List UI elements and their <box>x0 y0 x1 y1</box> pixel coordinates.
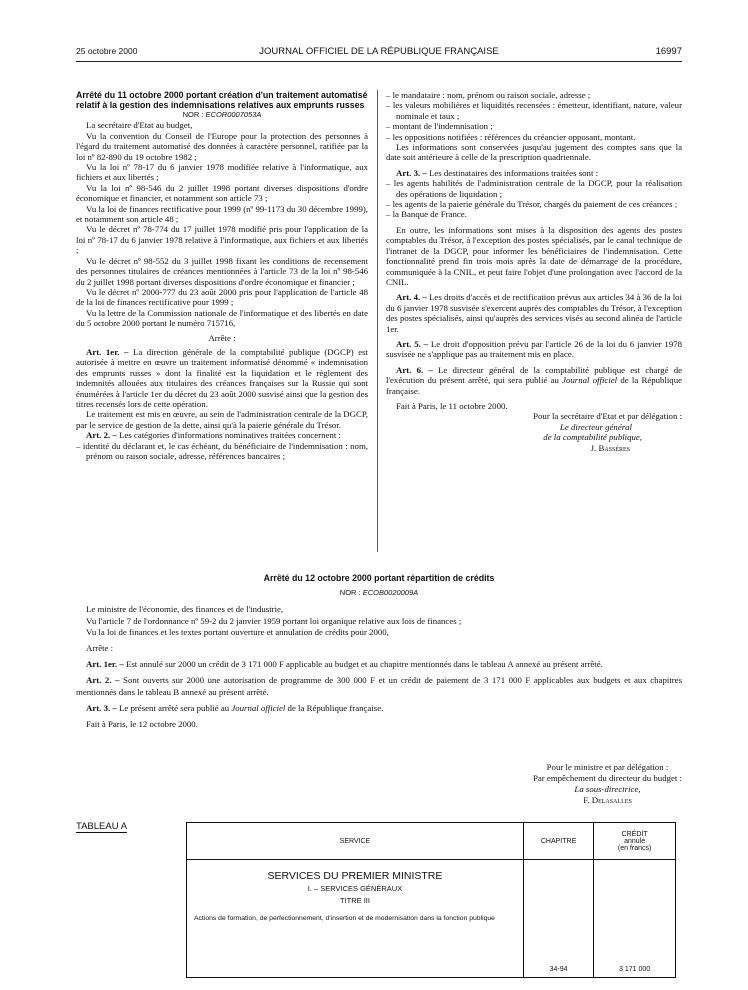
list-item: – la Banque de France. <box>386 209 682 219</box>
article-2 <box>76 675 682 697</box>
journal-ref: Journal officiel <box>231 702 286 713</box>
article-text: de la République française. <box>287 702 384 713</box>
article-text: Le présent arrêté sera publié au <box>118 702 230 713</box>
nor-code: ECOR0007053A <box>205 110 262 119</box>
header-credit <box>594 823 676 860</box>
paragraph: Vu la loi nº 98-546 du 2 juillet 1998 portant diverses dispositions d'ordre économique et financier, et notamment son article 73 ; <box>76 182 368 204</box>
article-label: Art. 3. – <box>86 702 117 713</box>
signatory-name: F. Delasalles <box>583 795 632 805</box>
signature-line: Par empêchement du directeur du budget : <box>532 773 682 783</box>
paragraph: La secrétaire d'Etat au budget, <box>86 120 193 131</box>
article-text: Le droit d'opposition prévu par l'article 26 de la loi du 6 janvier 1978 susvisée ne s'applique pas au traitement mis en place. <box>386 338 683 360</box>
article-1 <box>76 347 368 409</box>
done-date: Fait à Paris, le 12 octobre 2000. <box>86 719 198 730</box>
header-service: SERVICE <box>187 823 524 860</box>
article-text: Les destinataires des informations traitées sont : <box>428 167 599 178</box>
article-text: de la République française. <box>386 375 683 396</box>
article-text: Le directeur général de la comptabilité publique est chargé de l'exécution du présent arrêté, qui sera publié au <box>386 364 682 386</box>
art3-extra: En outre, les informations sont mises à la disposition des agents des postes comptables du Trésor, à l'exception des postes spécialisés, par le canal technique de l'intranet de la DGCP, pour informer les bénéficiaires de l'indemnisation. Cette fonctionnalité prend fin trois mois après la date de démarrage de la procédure, communiquée à la CNIL, et peut faire l'objet d'une prolongation avec l'accord de la CNIL. <box>386 224 682 287</box>
decree1-left-column <box>76 90 368 461</box>
art2-list-left <box>76 441 368 462</box>
article-label: Art. 1er. – <box>86 346 129 357</box>
credit-header-line: CRÉDIT <box>621 830 648 838</box>
arrete-heading: Arrête : <box>208 332 236 343</box>
article-3 <box>386 168 682 178</box>
credit-header-line: (en francs) <box>617 844 652 852</box>
credit-header-line: annulé <box>624 837 646 845</box>
paragraph: Vu la lettre de la Commission nationale de l'informatique et des libertés en date du 5 octobre 2000 portant le numéro 715716, <box>76 307 368 329</box>
signature-line: La sous-directrice, <box>574 784 641 794</box>
article-6 <box>386 365 682 396</box>
row-description: Actions de formation, de perfectionnement, d'insertion et de modernisation dans la fonction publique <box>194 915 495 922</box>
article-text: Les droits d'accès et de rectification prévus aux articles 34 à 36 de la loi du 6 janvier 1978 susvisée s'exercent auprès des comptables du Trésor, à l'exception des postes spécialisés, ainsi qu'auprès des services visés au second alinéa de l'article 1er. <box>386 292 683 334</box>
paragraph: Vu le décret nº 2000-777 du 23 août 2000 pris pour l'application de l'article 48 de la loi de finances rectificative pour 1999 ; <box>76 286 368 308</box>
decree1-nor <box>76 110 368 120</box>
journal-ref: Journal officiel <box>562 375 618 386</box>
service-cell <box>187 860 524 978</box>
art2-list-right <box>386 90 682 142</box>
chapitre-value: 34-94 <box>523 860 593 978</box>
list-item: – montant de l'indemnisation ; <box>386 121 682 131</box>
list-item: – les agents de la paierie générale du Trésor, chargés du paiement de ces créances ; <box>386 199 682 209</box>
article-2 <box>76 430 368 440</box>
header-chapitre: CHAPITRE <box>523 823 593 860</box>
signature-line: de la comptabilité publique, <box>543 432 642 443</box>
article-label: Art. 6. – <box>396 364 433 375</box>
page-number: 16997 <box>655 46 682 57</box>
journal-title: JOURNAL OFFICIEL DE LA RÉPUBLIQUE FRANÇAISE <box>259 46 499 57</box>
nor-label: NOR : <box>339 588 361 598</box>
article-3 <box>76 703 682 714</box>
article-text: La direction générale de la comptabilité publique (DGCP) est autorisée à mettre en œuvre un traitement informatisé dénommé « indemnisation des emprunts russes » dont la finalité est la liquidation et le règlement des indemnités allouées aux titulaires des créances françaises sur la Russie qui sont énumérées à l'article 1er du décret du 23 août 2000 susvisé ainsi que la gestion des titres recensés lors de cette opération. <box>76 346 368 409</box>
decree2-title: Arrêté du 12 octobre 2000 portant répartition de crédits <box>263 573 495 583</box>
list-item: – les agents habilités de l'administration centrale de la DGCP, pour la réalisation des opérations de liquidation ; <box>386 178 682 199</box>
paragraph: Le ministre de l'économie, des finances et de l'industrie, <box>86 604 284 615</box>
nor-label: NOR : <box>182 110 204 119</box>
issue-date: 25 octobre 2000 <box>76 46 138 56</box>
decree2 <box>76 573 682 730</box>
decree2-signature <box>533 762 682 806</box>
paragraph: Vu le décret nº 98-552 du 3 juillet 1998 fixant les conditions de recensement des personnes titulaires de créances mentionnées à l'article 73 de la loi nº 98-546 du 2 juillet 1998 portant diverses dispositions d'ordre économique et financier ; <box>76 255 368 287</box>
page-header <box>76 46 682 60</box>
nor-code: ECOB0020009A <box>362 588 419 598</box>
paragraph: Vu la loi de finances et les textes portant ouverture et annulation de crédits pour 2000, <box>86 626 389 637</box>
decree1-title: Arrêté du 11 octobre 2000 portant création d'un traitement automatisé relatif à la gestion des indemnisations relatives aux emprunts russes <box>76 90 368 110</box>
conservation-paragraph: Les informations sont conservées jusqu'au jugement des comptes sans que la date soit antérieure à celle de la prescription quadriennale. <box>386 142 682 163</box>
titre-label: TITRE III <box>339 896 370 905</box>
credit-value: 3 171 000 <box>594 860 676 978</box>
art3-list <box>386 178 682 220</box>
table-header-row <box>187 823 676 860</box>
decree1-right-column <box>386 90 682 453</box>
signatory-name: J. Bassères <box>590 442 630 453</box>
article-text: Est annulé sur 2000 un crédit de 3 171 000 F applicable au budget et au chapitre mentionnés dans le tableau A annexé au présent arrêté. <box>126 659 603 670</box>
list-item: – les oppositions notifiées : références du créancier opposant, montant. <box>386 132 682 142</box>
service-subtitle: I. – SERVICES GÉNÉRAUX <box>307 884 403 893</box>
list-item: – les valeurs mobilières et liquidités recensées : émetteur, identifiant, nature, valeur nominale et taux ; <box>386 100 682 121</box>
paragraph: Vu l'article 7 de l'ordonnance nº 59-2 du 2 janvier 1959 portant loi organique relative aux lois de finances ; <box>86 615 462 626</box>
paragraph: Vu la loi nº 78-17 du 6 janvier 1978 modifiée relative à l'informatique, aux fichiers et aux libertés ; <box>76 162 368 183</box>
signature-line: Pour le ministre et par délégation : <box>546 762 669 772</box>
decree2-nor <box>76 587 682 598</box>
paragraph: Vu la loi de finances rectificative pour 1999 (nº 99-1173 du 30 décembre 1999), et notamment son article 48 ; <box>76 203 368 225</box>
article-label: Art. 5. – <box>396 338 429 349</box>
article-1-cont: Le traitement est mis en œuvre, au sein de l'administration centrale de la DGCP, par le service de gestion de la dette, ainsi qu'à la paierie générale du Trésor. <box>76 409 368 430</box>
article-text: Sont ouverts sur 2000 une autorisation de programme de 300 000 F et un crédit de paiement de 3 171 000 F applicables aux budgets et aux chapitres mentionnés dans le tableau B annexé au présent arrêté. <box>76 675 683 697</box>
paragraph: Vu le décret nº 78-774 du 17 juillet 1978 modifié pris pour l'application de la loi nº 78-17 du 6 janvier 1978 relative à l'informatique, aux fichiers et aux libertés ; <box>76 224 368 256</box>
article-label: Art. 2. – <box>86 675 120 686</box>
signature-line: Pour la secrétaire d'Etat et par délégation : <box>533 411 682 422</box>
header-rule <box>76 61 682 62</box>
article-text: Les catégories d'informations nominatives traitées concernent : <box>118 430 341 441</box>
article-5 <box>386 339 682 360</box>
table-label: TABLEAU A <box>76 821 128 832</box>
credit-table <box>186 822 676 978</box>
paragraph: Vu la convention du Conseil de l'Europe pour la protection des personnes à l'égard du traitement automatisé des données à caractère personnel, ratifiée par la loi nº 82-890 du 19 octobre 1982 ; <box>76 130 368 162</box>
list-item: – le mandataire : nom, prénom ou raison sociale, adresse ; <box>386 90 682 100</box>
signature-line: Le directeur général <box>560 421 632 432</box>
article-label: Art. 1er. – <box>86 659 124 670</box>
article-label: Art. 2. – <box>86 430 117 441</box>
article-label: Art. 3. – <box>396 167 427 178</box>
done-date: Fait à Paris, le 11 octobre 2000. <box>396 400 508 411</box>
column-divider <box>377 90 378 552</box>
service-title: SERVICES DU PREMIER MINISTRE <box>267 870 443 882</box>
table-row <box>187 860 676 978</box>
list-item: – identité du déclarant et, le cas échéant, du bénéficiaire de l'indemnisation : nom, prénom ou raison sociale, adresse, références bancaires ; <box>76 441 368 462</box>
article-label: Art. 4. – <box>396 292 427 303</box>
article-1 <box>76 659 682 670</box>
arrete-heading: Arrête : <box>86 643 114 654</box>
article-4 <box>386 292 682 334</box>
